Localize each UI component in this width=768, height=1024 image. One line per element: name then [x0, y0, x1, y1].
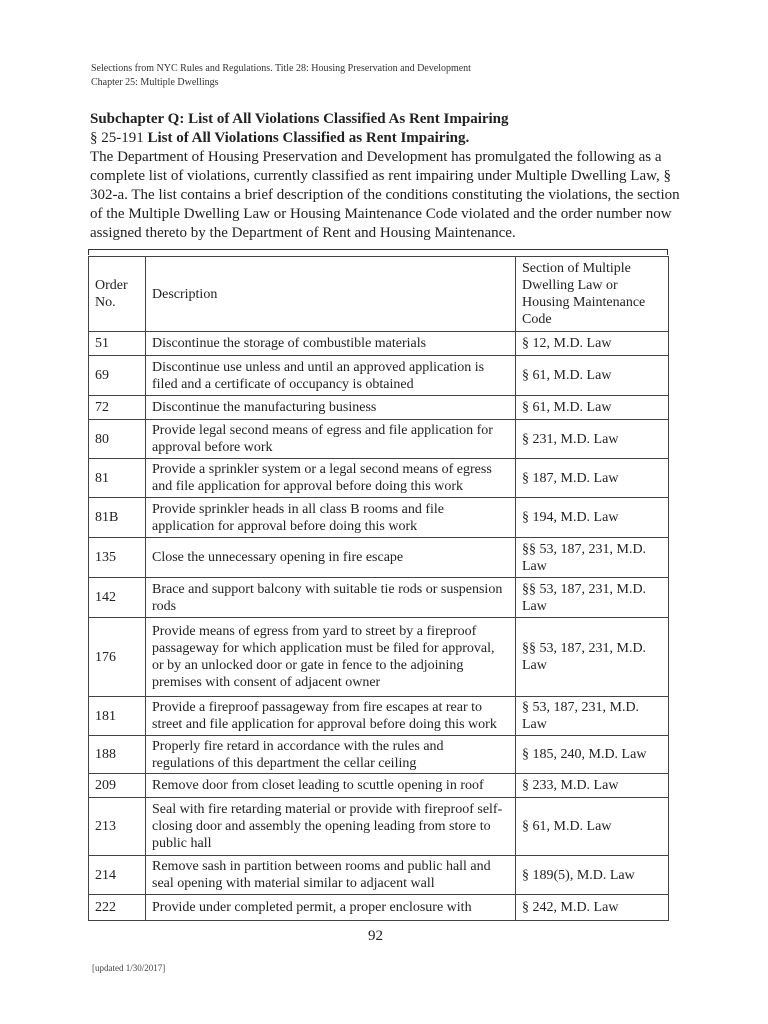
- header-order-no: Order No.: [89, 257, 146, 332]
- description-cell: Properly fire retard in accordance with the rules and regulations of this department the cellar ceiling: [146, 736, 516, 774]
- intro-section: [90, 110, 690, 243]
- header-description: Description: [146, 257, 516, 332]
- section-cell: § 194, M.D. Law: [516, 498, 669, 538]
- order-no-cell: 142: [89, 578, 146, 618]
- description-cell: Provide legal second means of egress and file application for approval before work: [146, 420, 516, 459]
- description-cell: Discontinue use unless and until an approved application is filed and a certificate of occupancy is obtained: [146, 356, 516, 396]
- violations-table: [88, 256, 669, 921]
- table-row: [89, 736, 669, 774]
- table-row: [89, 895, 669, 921]
- description-cell: Seal with fire retarding material or provide with fireproof self-closing door and assembly the opening leading from store to public hall: [146, 798, 516, 856]
- description-cell: Provide a sprinkler system or a legal second means of egress and file application for approval before doing this work: [146, 459, 516, 498]
- description-cell: Provide a fireproof passageway from fire escapes at rear to street and file application for approval before doing this work: [146, 697, 516, 736]
- header-line-2: Chapter 25: Multiple Dwellings: [91, 77, 219, 88]
- table-row: [89, 498, 669, 538]
- section-cell: § 185, 240, M.D. Law: [516, 736, 669, 774]
- description-cell: Discontinue the manufacturing business: [146, 396, 516, 420]
- table-row: [89, 618, 669, 697]
- table-row: [89, 856, 669, 895]
- order-no-cell: 181: [89, 697, 146, 736]
- header-line-1: Selections from NYC Rules and Regulations. Title 28: Housing Preservation and Development: [91, 63, 471, 74]
- table-header-row: [89, 257, 669, 332]
- description-cell: Brace and support balcony with suitable tie rods or suspension rods: [146, 578, 516, 618]
- section-cell: § 61, M.D. Law: [516, 356, 669, 396]
- header-section: Section of Multiple Dwelling Law or Housing Maintenance Code: [516, 257, 669, 332]
- section-cell: § 61, M.D. Law: [516, 396, 669, 420]
- section-cell: § 187, M.D. Law: [516, 459, 669, 498]
- order-no-cell: 81B: [89, 498, 146, 538]
- section-cell: § 53, 187, 231, M.D. Law: [516, 697, 669, 736]
- description-cell: Provide means of egress from yard to street by a fireproof passageway for which application must be filed for approval, or by an unlocked door or gate in fence to the adjoining premises with consent of adjacent owner: [146, 618, 516, 697]
- running-header: [91, 62, 471, 90]
- description-cell: Remove sash in partition between rooms and public hall and seal opening with material similar to adjacent wall: [146, 856, 516, 895]
- section-cell: § 12, M.D. Law: [516, 332, 669, 356]
- section-cell: §§ 53, 187, 231, M.D. Law: [516, 538, 669, 578]
- order-no-cell: 188: [89, 736, 146, 774]
- order-no-cell: 213: [89, 798, 146, 856]
- table-row: [89, 578, 669, 618]
- section-cell: § 189(5), M.D. Law: [516, 856, 669, 895]
- order-no-cell: 209: [89, 774, 146, 798]
- order-no-cell: 51: [89, 332, 146, 356]
- table-row: [89, 697, 669, 736]
- order-no-cell: 80: [89, 420, 146, 459]
- page-number: 92: [368, 928, 383, 944]
- subchapter-title: Subchapter Q: List of All Violations Classified As Rent Impairing: [90, 111, 509, 127]
- section-number: § 25-191: [90, 130, 144, 146]
- description-cell: Close the unnecessary opening in fire escape: [146, 538, 516, 578]
- section-title: List of All Violations Classified as Rent Impairing.: [147, 130, 470, 146]
- section-cell: § 242, M.D. Law: [516, 895, 669, 921]
- table-row: [89, 774, 669, 798]
- order-no-cell: 72: [89, 396, 146, 420]
- description-cell: Discontinue the storage of combustible materials: [146, 332, 516, 356]
- section-cell: § 61, M.D. Law: [516, 798, 669, 856]
- table-row: [89, 459, 669, 498]
- order-no-cell: 69: [89, 356, 146, 396]
- section-cell: § 231, M.D. Law: [516, 420, 669, 459]
- order-no-cell: 81: [89, 459, 146, 498]
- table-row: [89, 396, 669, 420]
- description-cell: Remove door from closet leading to scuttle opening in roof: [146, 774, 516, 798]
- order-no-cell: 222: [89, 895, 146, 921]
- order-no-cell: 176: [89, 618, 146, 697]
- description-cell: Provide under completed permit, a proper enclosure with: [146, 895, 516, 921]
- description-cell: Provide sprinkler heads in all class B rooms and file application for approval before doing this work: [146, 498, 516, 538]
- order-no-cell: 135: [89, 538, 146, 578]
- section-cell: §§ 53, 187, 231, M.D. Law: [516, 618, 669, 697]
- order-no-cell: 214: [89, 856, 146, 895]
- table-top-border: [88, 249, 668, 255]
- table-row: [89, 420, 669, 459]
- table-row: [89, 798, 669, 856]
- section-cell: §§ 53, 187, 231, M.D. Law: [516, 578, 669, 618]
- section-cell: § 233, M.D. Law: [516, 774, 669, 798]
- table-row: [89, 332, 669, 356]
- table-row: [89, 538, 669, 578]
- intro-paragraph: The Department of Housing Preservation and Development has promulgated the following as a complete list of violations, currently classified as rent impairing under Multiple Dwelling Law, § 302-a. The list contains a brief description of the conditions constituting the violations, the section of the Multiple Dwelling Law or Housing Maintenance Code violated and the order number now assigned thereto by the Department of Rent and Housing Maintenance.: [90, 149, 680, 241]
- section-heading: [90, 129, 690, 148]
- table-row: [89, 356, 669, 396]
- updated-note: [updated 1/30/2017]: [92, 963, 166, 973]
